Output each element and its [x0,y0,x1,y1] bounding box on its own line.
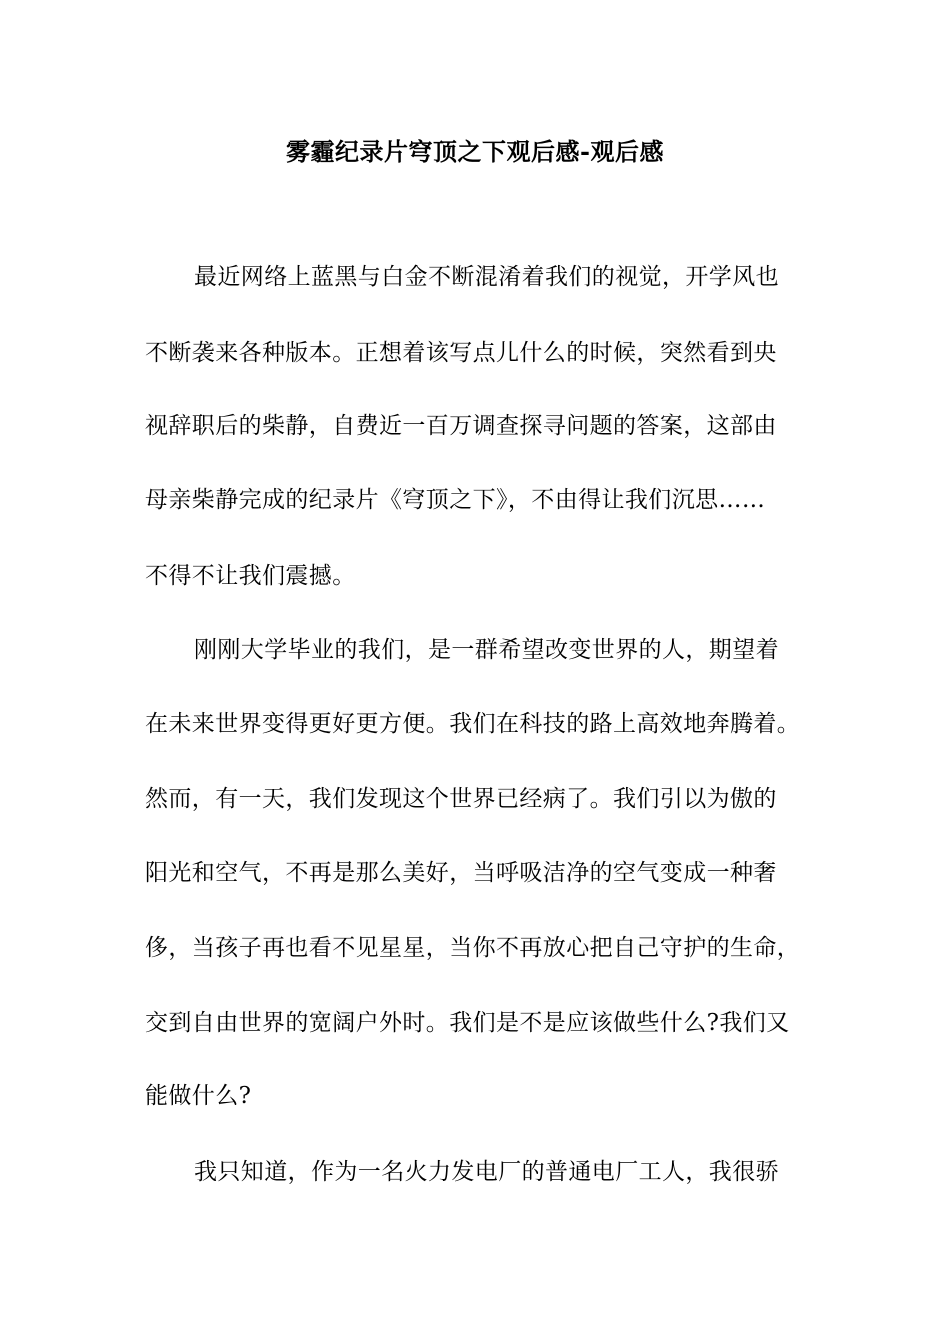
paragraph-2-line-3: 然而，有一天，我们发现这个世界已经病了。我们引以为傲的 [145,786,777,812]
paragraph-1-line-5: 不得不让我们震撼。 [145,563,356,589]
paragraph-2-line-2: 在未来世界变得更好更方便。我们在科技的路上高效地奔腾着。 [145,711,801,737]
paragraph-2-line-5: 侈，当孩子再也看不见星星，当你不再放心把自己守护的生命， [145,935,801,961]
paragraph-1-line-3: 视辞职后的柴静，自费近一百万调查探寻问题的答案，这部由 [145,413,777,439]
paragraph-2-line-1: 刚刚大学毕业的我们，是一群希望改变世界的人，期望着 [194,637,779,663]
document-title: 雾霾纪录片穹顶之下观后感-观后感 [286,137,664,166]
paragraph-2-line-7: 能做什么? [145,1083,252,1109]
paragraph-2-line-6: 交到自由世界的宽阔户外时。我们是不是应该做些什么?我们又 [145,1010,790,1036]
paragraph-1-line-2: 不断袭来各种版本。正想着该写点儿什么的时候，突然看到央 [145,340,777,366]
paragraph-3-line-1: 我只知道，作为一名火力发电厂的普通电厂工人，我很骄 [194,1159,779,1185]
paragraph-2-line-4: 阳光和空气，不再是那么美好，当呼吸洁净的空气变成一种奢 [145,860,777,886]
paragraph-1-line-1: 最近网络上蓝黑与白金不断混淆着我们的视觉，开学风也 [194,264,779,290]
paragraph-1-line-4: 母亲柴静完成的纪录片《穹顶之下》，不由得让我们沉思…… [145,487,766,513]
